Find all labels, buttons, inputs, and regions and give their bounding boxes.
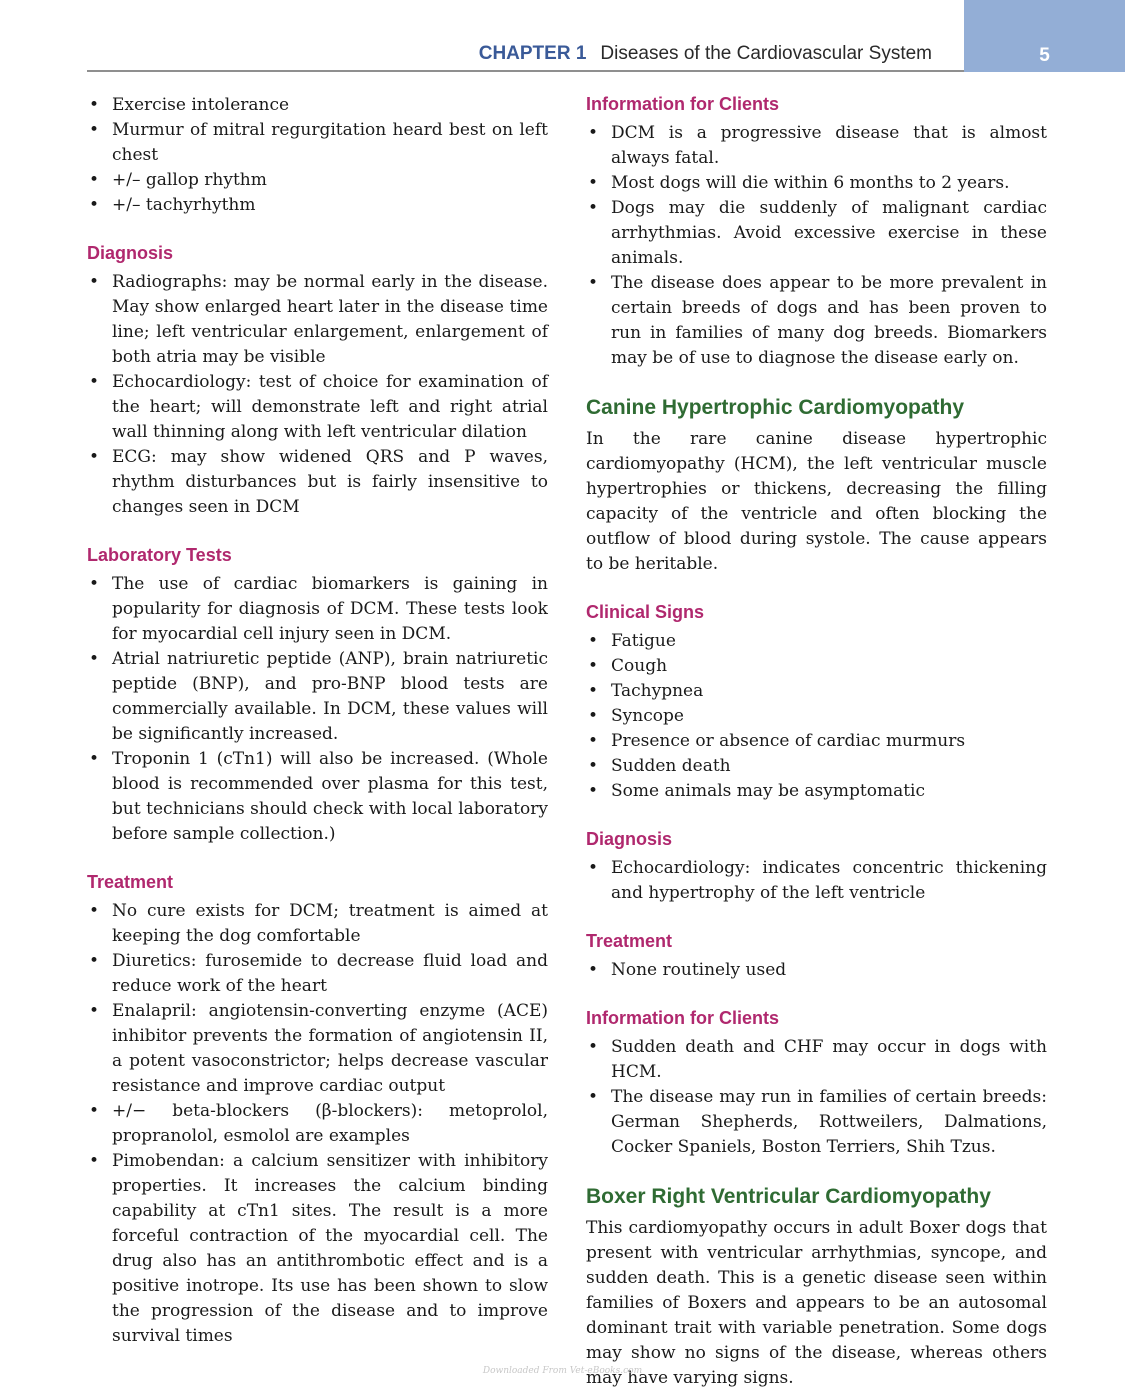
page-number: 5 — [1039, 45, 1050, 66]
left-column — [87, 93, 548, 1349]
diagnosis-heading: Diagnosis — [87, 243, 174, 263]
list-item: • No cure exists for DCM; treatment is aimed at keeping the dog comfortable — [87, 899, 548, 949]
hcm-diagnosis-list — [586, 856, 1047, 906]
list-item: • +/– gallop rhythm — [87, 168, 548, 193]
treatment-heading: Treatment — [87, 872, 174, 892]
boxer-section-heading: Boxer Right Ventricular Cardiomyopathy — [586, 1185, 991, 1208]
clinical-signs-list — [586, 629, 1047, 804]
running-header — [0, 0, 1125, 72]
laboratory-tests-heading: Laboratory Tests — [87, 545, 232, 565]
hcm-treatment-heading: Treatment — [586, 931, 673, 951]
info-clients-dcm-heading: Information for Clients — [586, 94, 779, 114]
list-item: • The disease may run in families of certain breeds: German Shepherds, Rottweilers, Dalmations, Cocker Spaniels, Boston Terriers, Shih Tzus. — [586, 1085, 1047, 1160]
list-item: • Echocardiology: test of choice for examination of the heart; will demonstrate left and right atrial wall thinning along with left ventricular dilation — [87, 370, 548, 445]
list-item: • Pimobendan: a calcium sensitizer with inhibitory properties. It increases the calcium binding capability at cTn1 sites. The result is a more forceful contraction of the myocardial cell. The drug also has an antithrombotic effect and is a positive inotrope. Its use has been shown to slow the progression of the disease and to improve survival times — [87, 1149, 548, 1349]
list-item: • Diuretics: furosemide to decrease fluid load and reduce work of the heart — [87, 949, 548, 999]
list-item: • The disease does appear to be more prevalent in certain breeds of dogs and has been proven to run in families of many dog breeds. Biomarkers may be of use to diagnose the disease early on. — [586, 271, 1047, 371]
list-item: • Echocardiology: indicates concentric thickening and hypertrophy of the left ventricle — [586, 856, 1047, 906]
list-item: • Radiographs: may be normal early in the disease. May show enlarged heart later in the disease time line; left ventricular enlargement, enlargement of both atria may be visible — [87, 270, 548, 370]
info-clients-hcm-list — [586, 1035, 1047, 1160]
list-item: • ECG: may show widened QRS and P waves, rhythm disturbances but is fairly insensitive to changes seen in DCM — [87, 445, 548, 520]
header-title — [479, 43, 932, 65]
list-item: • Some animals may be asymptomatic — [586, 779, 1047, 804]
list-item: • Atrial natriuretic peptide (ANP), brain natriuretic peptide (BNP), and pro-BNP blood tests are commercially available. In DCM, these values will be significantly increased. — [87, 647, 548, 747]
diagnosis-list — [87, 270, 548, 520]
list-item: • Presence or absence of cardiac murmurs — [586, 729, 1047, 754]
hcm-paragraph: In the rare canine disease hypertrophic cardiomyopathy (HCM), the left ventricular muscle hypertrophies or thickens, decreasing the filling capacity of the ventricle and often blocking the outflow of blood during systole. The cause appears to be heritable. — [586, 429, 1047, 574]
list-item: • Most dogs will die within 6 months to 2 years. — [586, 171, 1047, 196]
laboratory-tests-list — [87, 572, 548, 847]
chapter-title: Diseases of the Cardiovascular System — [600, 43, 932, 64]
page-number-box — [964, 0, 1125, 72]
footer-watermark: Downloaded From Vet-eBooks.com — [482, 1366, 643, 1376]
list-item: • Exercise intolerance — [87, 93, 548, 118]
list-item: • Dogs may die suddenly of malignant cardiac arrhythmias. Avoid excessive exercise in these animals. — [586, 196, 1047, 271]
list-item: • Troponin 1 (cTn1) will also be increased. (Whole blood is recommended over plasma for this test, but technicians should check with local laboratory before sample collection.) — [87, 747, 548, 847]
header-rule — [87, 70, 964, 72]
list-item: • Enalapril: angiotensin-converting enzyme (ACE) inhibitor prevents the formation of angiotensin II, a potent vasoconstrictor; helps decrease vascular resistance and improve cardiac output — [87, 999, 548, 1099]
list-item: • Tachypnea — [586, 679, 1047, 704]
list-item: • Sudden death — [586, 754, 1047, 779]
signs-list-continued — [87, 93, 548, 218]
list-item: • Cough — [586, 654, 1047, 679]
treatment-list — [87, 899, 548, 1349]
list-item: • Murmur of mitral regurgitation heard best on left chest — [87, 118, 548, 168]
list-item: • +/– tachyrhythm — [87, 193, 548, 218]
clinical-signs-heading: Clinical Signs — [586, 602, 705, 622]
list-item: • Fatigue — [586, 629, 1047, 654]
list-item: • The use of cardiac biomarkers is gaining in popularity for diagnosis of DCM. These tests look for myocardial cell injury seen in DCM. — [87, 572, 548, 647]
chapter-label: CHAPTER 1 — [478, 43, 587, 64]
list-item: • DCM is a progressive disease that is almost always fatal. — [586, 121, 1047, 171]
hcm-section-heading: Canine Hypertrophic Cardiomyopathy — [586, 396, 965, 419]
info-clients-hcm-heading: Information for Clients — [586, 1008, 779, 1028]
hcm-diagnosis-heading: Diagnosis — [586, 829, 673, 849]
list-item: • Syncope — [586, 704, 1047, 729]
list-item: • None routinely used — [586, 958, 1047, 983]
info-clients-dcm-list — [586, 121, 1047, 371]
boxer-paragraph: This cardiomyopathy occurs in adult Boxer dogs that present with ventricular arrhythmias, syncope, and sudden death. This is a genetic disease seen within families of Boxers and appears to be an autosomal dominant trait with variable penetration. Some dogs may show no signs of the disease, whereas others may have varying signs. — [586, 1218, 1047, 1388]
list-item: • Sudden death and CHF may occur in dogs with HCM. — [586, 1035, 1047, 1085]
list-item: • +/− beta-blockers (β-blockers): metoprolol, propranolol, esmolol are examples — [87, 1099, 548, 1149]
right-column — [586, 93, 1047, 1391]
hcm-treatment-list — [586, 958, 1047, 983]
